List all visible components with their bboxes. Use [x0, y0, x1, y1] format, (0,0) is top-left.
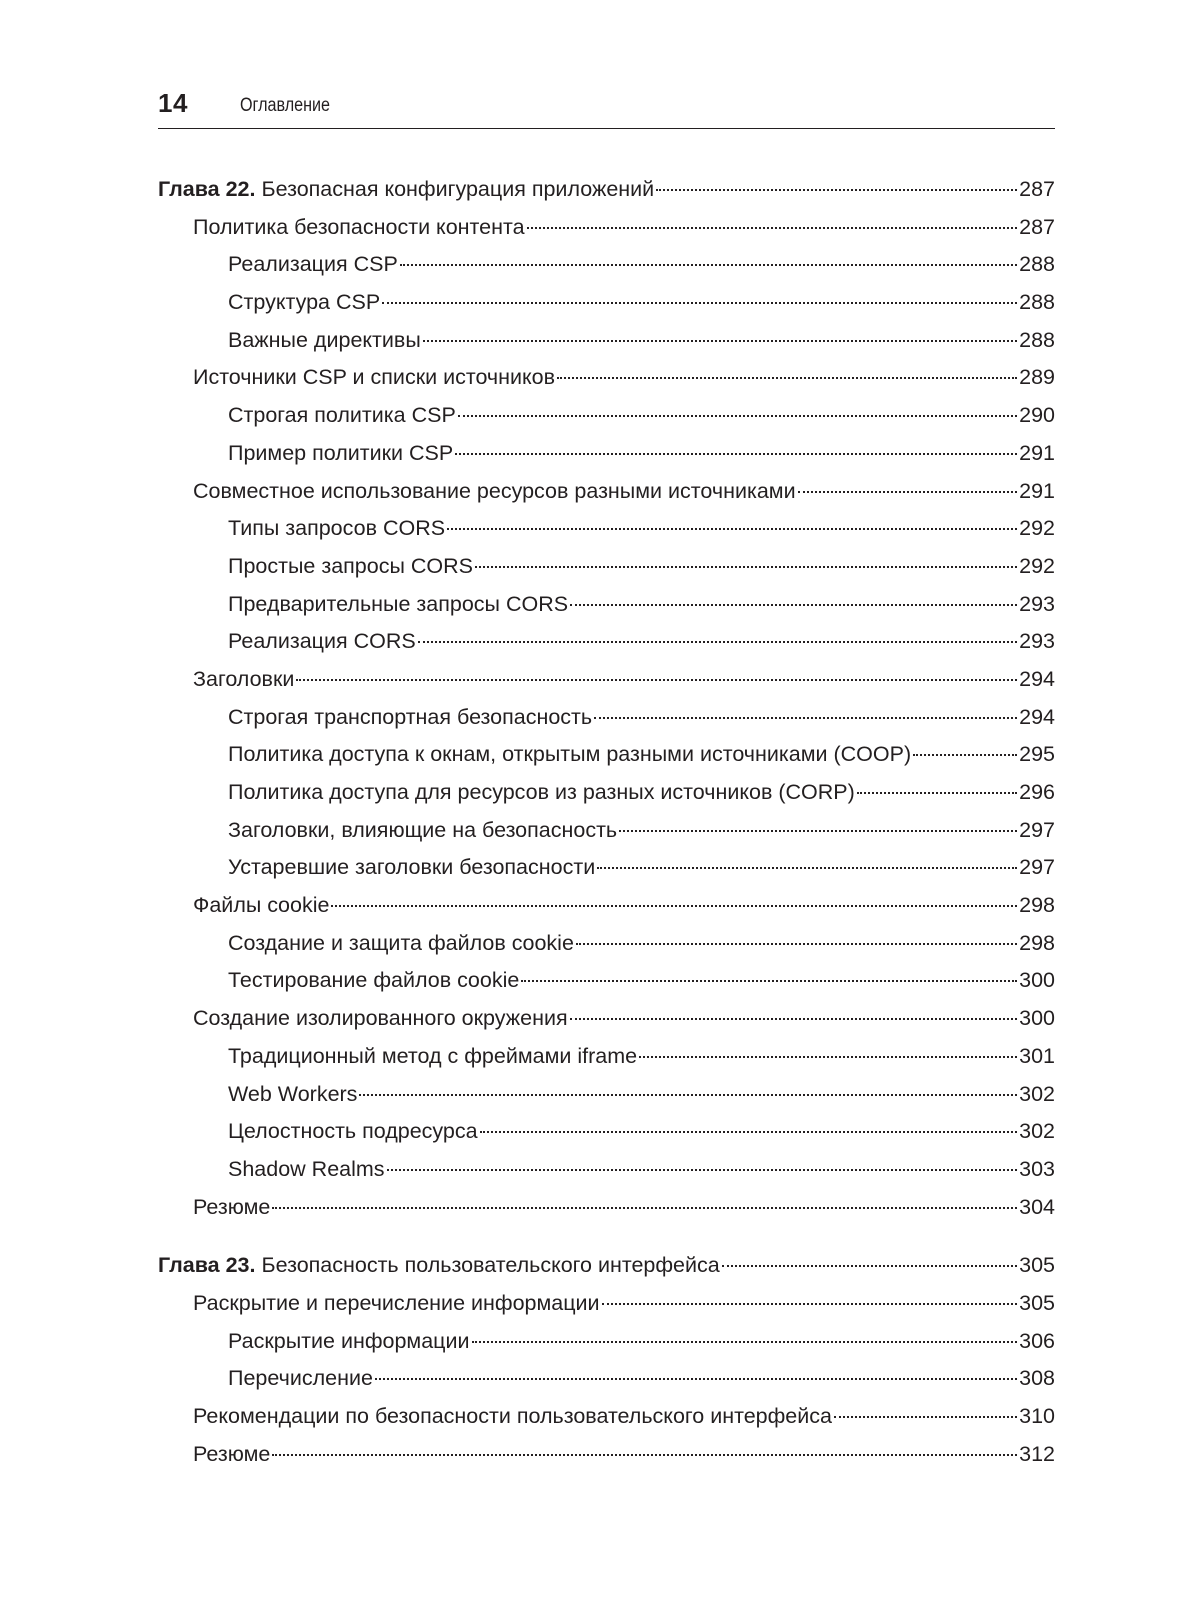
toc-entry-title: Резюме: [193, 1441, 271, 1466]
toc-section-entry[interactable]: [158, 1398, 1055, 1436]
dot-leader: [423, 340, 1017, 342]
toc-subsection-entry[interactable]: [158, 736, 1055, 774]
toc-section-entry[interactable]: [158, 661, 1055, 699]
toc-subsection-entry[interactable]: [158, 1323, 1055, 1361]
toc-entry-label: [228, 1038, 637, 1076]
dot-leader: [472, 1341, 1018, 1343]
toc-entry-label: [228, 435, 453, 473]
toc-entry-label: [158, 171, 654, 209]
toc-section-entry[interactable]: [158, 1000, 1055, 1038]
toc-page-number: 304: [1019, 1194, 1055, 1219]
toc-page-number: 298: [1019, 930, 1055, 955]
dot-leader: [447, 528, 1017, 530]
toc-subsection-entry[interactable]: [158, 435, 1055, 473]
dot-leader: [480, 1131, 1018, 1133]
toc-subsection-entry[interactable]: [158, 925, 1055, 963]
toc-entry-title: Web Workers: [228, 1081, 358, 1106]
running-title: Оглавление: [240, 95, 331, 116]
dot-leader: [913, 754, 1017, 756]
toc-entry-label: [228, 548, 473, 586]
toc-page-number: 303: [1019, 1156, 1055, 1181]
toc-subsection-entry[interactable]: [158, 1360, 1055, 1398]
running-header: [158, 86, 1055, 129]
toc-page-number: 292: [1019, 553, 1055, 578]
toc-entry-title: Устаревшие заголовки безопасности: [228, 855, 596, 880]
toc-entry-title: Создание изолированного окружения: [193, 1006, 568, 1031]
toc-section-entry[interactable]: [158, 359, 1055, 397]
toc-entry-title: Файлы cookie: [193, 893, 330, 918]
dot-leader: [527, 227, 1018, 229]
toc-subsection-entry[interactable]: [158, 812, 1055, 850]
toc-entry-label: [228, 1323, 470, 1361]
toc-page-number: 291: [1019, 440, 1055, 465]
toc-entry-label: [193, 473, 796, 511]
toc-entry-title: Типы запросов CORS: [228, 516, 446, 541]
toc-entry-title: Традиционный метод с фреймами iframe: [228, 1043, 638, 1068]
toc-entry-label: [228, 1113, 478, 1151]
toc-subsection-entry[interactable]: [158, 774, 1055, 812]
toc-entry-label: [228, 623, 416, 661]
toc-page-number: 312: [1019, 1441, 1055, 1466]
toc-entry-label: [228, 510, 445, 548]
toc-page-number: 288: [1019, 252, 1055, 277]
dot-leader: [400, 264, 1017, 266]
dot-leader: [359, 1094, 1017, 1096]
toc-entry-title: Источники CSP и списки источников: [193, 365, 556, 390]
dot-leader: [387, 1169, 1018, 1171]
dot-leader: [375, 1378, 1017, 1380]
dot-leader: [857, 792, 1017, 794]
toc-page-number: 290: [1019, 403, 1055, 428]
toc-subsection-entry[interactable]: [158, 586, 1055, 624]
toc-section-entry[interactable]: [158, 1285, 1055, 1323]
dot-leader: [475, 566, 1017, 568]
toc-entry-label: [228, 774, 855, 812]
toc-page-number: 289: [1019, 365, 1055, 390]
toc-page-number: 298: [1019, 893, 1055, 918]
dot-leader: [834, 1416, 1017, 1418]
toc-entry-label: [228, 322, 421, 360]
toc-entry-title: Строгая транспортная безопасность: [228, 704, 593, 729]
toc-chapter-entry[interactable]: [158, 1247, 1055, 1285]
dot-leader: [458, 415, 1017, 417]
toc-entry-title: Рекомендации по безопасности пользовательского интерфейса: [193, 1404, 832, 1428]
toc-entry-title: Политика доступа к окнам, открытым разными источниками (COOP): [228, 742, 912, 767]
toc-entry-label: [193, 1398, 832, 1436]
toc-entry-title: Строгая политика CSP: [228, 403, 456, 428]
toc-entry-title: Политика безопасности контента: [193, 214, 525, 239]
toc-page-number: 288: [1019, 290, 1055, 315]
toc-entry-title: Простые запросы CORS: [228, 553, 474, 578]
dot-leader: [331, 905, 1017, 907]
toc-page-number: 291: [1019, 478, 1055, 503]
dot-leader: [619, 830, 1017, 832]
toc-entry-label: [228, 284, 380, 322]
toc-page-number: 310: [1019, 1404, 1055, 1428]
toc-entry-title: Реализация CSP: [228, 252, 398, 277]
toc-entry-label: [193, 887, 329, 925]
table-of-contents: [158, 171, 1055, 1473]
toc-entry-title: Заголовки: [193, 666, 295, 691]
toc-subsection-entry[interactable]: [158, 284, 1055, 322]
toc-entry-title: Пример политики CSP: [228, 440, 454, 465]
toc-entry-label: [193, 359, 555, 397]
toc-entry-title: Заголовки, влияющие на безопасность: [228, 817, 618, 842]
dot-leader: [570, 604, 1017, 606]
toc-entry-title: Безопасная конфигурация приложений: [261, 177, 655, 201]
toc-entry-label: [228, 1360, 373, 1398]
toc-subsection-entry[interactable]: [158, 849, 1055, 887]
toc-subsection-entry[interactable]: [158, 1038, 1055, 1076]
dot-leader: [597, 867, 1017, 869]
dot-leader: [602, 1303, 1018, 1305]
toc-subsection-entry[interactable]: [158, 1076, 1055, 1114]
dot-leader: [382, 302, 1017, 304]
toc-page-number: 293: [1019, 591, 1055, 616]
dot-leader: [570, 1018, 1018, 1020]
toc-section-entry[interactable]: [158, 209, 1055, 247]
toc-entry-label: [228, 397, 456, 435]
toc-entry-label: [193, 661, 294, 699]
toc-page-number: 305: [1019, 1253, 1055, 1278]
dot-leader: [418, 641, 1017, 643]
dot-leader: [722, 1265, 1017, 1267]
toc-subsection-entry[interactable]: [158, 1151, 1055, 1189]
toc-entry-label: [228, 962, 519, 1000]
dot-leader: [272, 1207, 1017, 1209]
toc-section-entry[interactable]: [158, 473, 1055, 511]
dot-leader: [272, 1454, 1017, 1456]
toc-page-number: 300: [1019, 1006, 1055, 1031]
dot-leader: [594, 717, 1017, 719]
dot-leader: [639, 1056, 1017, 1058]
toc-entry-label: [228, 925, 574, 963]
toc-entry-title: Shadow Realms: [228, 1156, 385, 1181]
chapter-number: Глава 22.: [158, 177, 256, 201]
toc-subsection-entry[interactable]: [158, 623, 1055, 661]
toc-page-number: 300: [1019, 968, 1055, 993]
toc-page-number: 302: [1019, 1119, 1055, 1144]
toc-entry-title: Безопасность пользовательского интерфейса: [261, 1253, 720, 1278]
toc-page-number: 294: [1019, 704, 1055, 729]
toc-entry-title: Реализация CORS: [228, 629, 416, 654]
toc-page-number: 292: [1019, 516, 1055, 541]
toc-page-number: 295: [1019, 742, 1055, 767]
dot-leader: [521, 980, 1017, 982]
toc-entry-title: Целостность подресурса: [228, 1119, 478, 1144]
toc-chapter-entry[interactable]: [158, 171, 1055, 209]
dot-leader: [455, 453, 1017, 455]
toc-page-number: 293: [1019, 629, 1055, 654]
toc-entry-title: Раскрытие и перечисление информации: [193, 1290, 600, 1315]
toc-page-number: 287: [1019, 177, 1055, 201]
toc-entry-label: [193, 209, 525, 247]
toc-page-number: 302: [1019, 1081, 1055, 1106]
toc-page-number: 301: [1019, 1043, 1055, 1068]
toc-entry-title: Перечисление: [228, 1366, 373, 1391]
toc-entry-title: Структура CSP: [228, 290, 381, 315]
toc-entry-label: [228, 849, 595, 887]
toc-page-number: 296: [1019, 780, 1055, 804]
toc-subsection-entry[interactable]: [158, 397, 1055, 435]
toc-section-entry[interactable]: [158, 1436, 1055, 1474]
chapter-number: Глава 23.: [158, 1253, 256, 1278]
page-number: 14: [158, 88, 188, 118]
toc-entry-title: Раскрытие информации: [228, 1328, 470, 1353]
dot-leader: [296, 679, 1017, 681]
toc-entry-label: [228, 1151, 385, 1189]
toc-section-entry[interactable]: [158, 887, 1055, 925]
toc-entry-title: Важные директивы: [228, 327, 421, 352]
toc-entry-title: Резюме: [193, 1194, 271, 1219]
toc-entry-label: [228, 1076, 357, 1114]
toc-entry-label: [193, 1000, 568, 1038]
toc-entry-label: [228, 736, 911, 774]
toc-page-number: 297: [1019, 855, 1055, 880]
toc-page-number: 294: [1019, 666, 1055, 691]
toc-subsection-entry[interactable]: [158, 548, 1055, 586]
toc-entry-title: Совместное использование ресурсов разными источниками: [193, 478, 796, 503]
toc-entry-title: Политика доступа для ресурсов из разных источников (CORP): [228, 780, 855, 804]
toc-subsection-entry[interactable]: [158, 1113, 1055, 1151]
toc-page-number: 287: [1019, 214, 1055, 239]
toc-page-number: 305: [1019, 1290, 1055, 1315]
toc-page-number: 308: [1019, 1366, 1055, 1391]
toc-entry-title: Тестирование файлов cookie: [228, 968, 520, 993]
toc-entry-title: Предварительные запросы CORS: [228, 591, 569, 616]
toc-subsection-entry[interactable]: [158, 699, 1055, 737]
toc-entry-label: [228, 699, 592, 737]
toc-page-number: 297: [1019, 817, 1055, 842]
dot-leader: [557, 377, 1017, 379]
toc-entry-label: [228, 246, 398, 284]
toc-entry-label: [193, 1189, 270, 1227]
toc-entry-label: [158, 1247, 720, 1285]
toc-subsection-entry[interactable]: [158, 510, 1055, 548]
toc-subsection-entry[interactable]: [158, 962, 1055, 1000]
dot-leader: [798, 491, 1018, 493]
toc-entry-label: [193, 1285, 600, 1323]
toc-entry-title: Создание и защита файлов cookie: [228, 930, 574, 955]
toc-subsection-entry[interactable]: [158, 246, 1055, 284]
toc-page-number: 288: [1019, 327, 1055, 352]
toc-subsection-entry[interactable]: [158, 322, 1055, 360]
dot-leader: [656, 189, 1017, 191]
toc-entry-label: [228, 586, 568, 624]
toc-section-entry[interactable]: [158, 1189, 1055, 1227]
toc-page-number: 306: [1019, 1328, 1055, 1353]
toc-entry-label: [228, 812, 617, 850]
toc-entry-label: [193, 1436, 270, 1474]
dot-leader: [576, 943, 1017, 945]
